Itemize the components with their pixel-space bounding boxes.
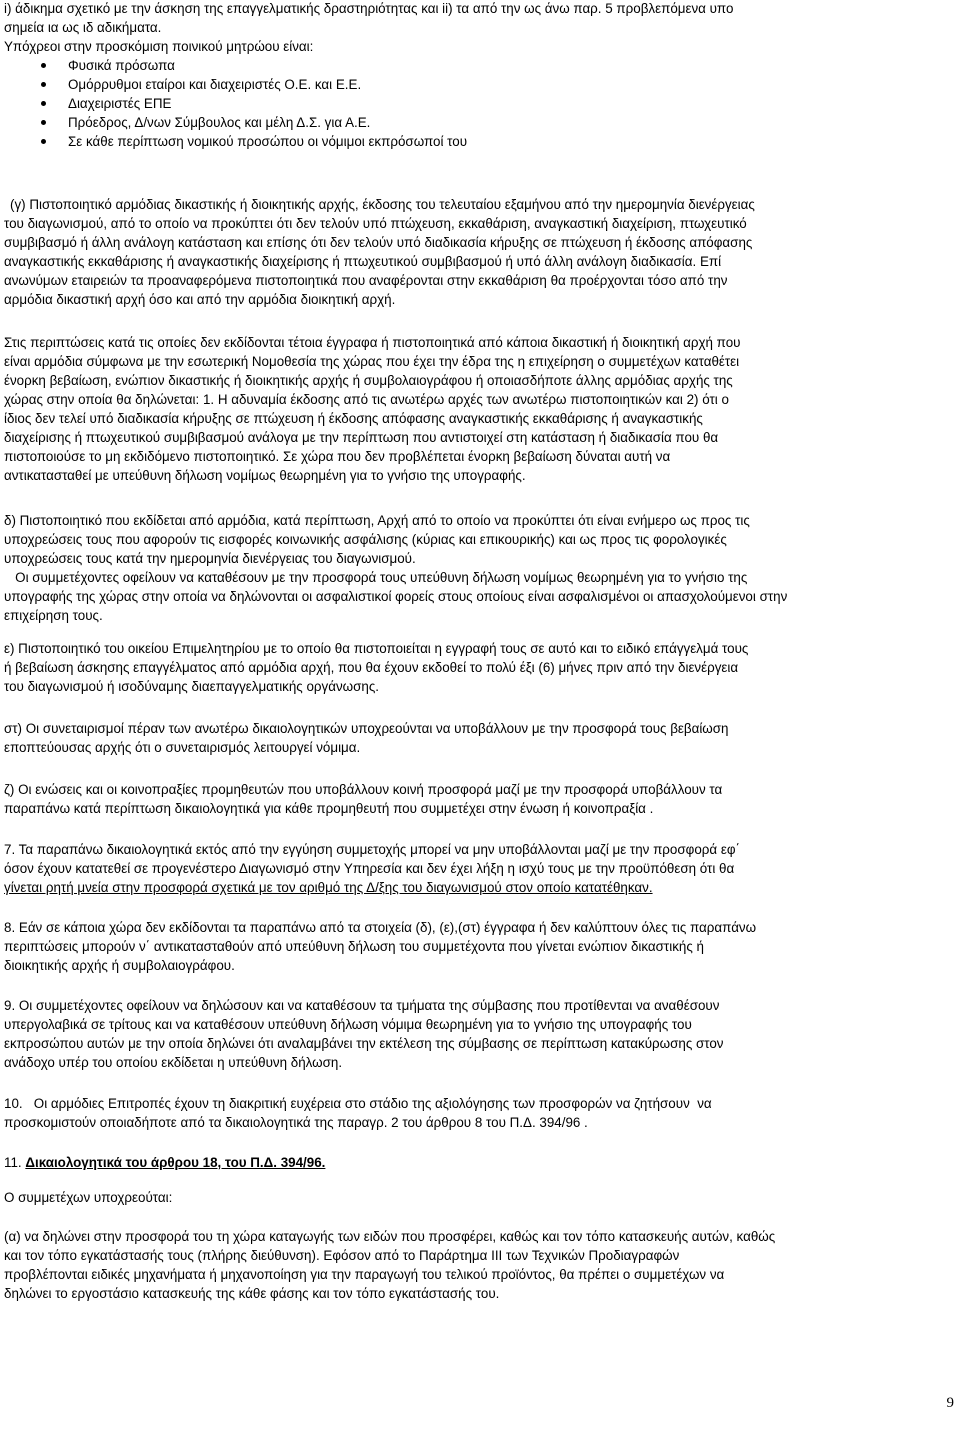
paragraph-z — [4, 780, 956, 818]
text-line: 8. Εάν σε κάποια χώρα δεν εκδίδονται τα παραπάνω από τα στοιχεία (δ), (ε),(στ) έγγραφα ή δεν καλύπτουν όλες τις παραπάνω — [4, 920, 757, 935]
text-line: 7. Τα παραπάνω δικαιολογητικά εκτός από την εγγύηση συμμετοχής μπορεί να μην υποβάλλονται μαζί με την προσφορά εφ΄ — [4, 842, 740, 857]
text-line: ε) Πιστοποιητικό του οικείου Επιμελητηρίου με το οποίο θα πιστοποιείται η εγγραφή τους σε αυτό και το ειδικό επάγγελμά τους — [4, 641, 749, 656]
bullet-icon — [41, 63, 46, 68]
text-line: Οι συμμετέχοντες οφείλουν να καταθέσουν με την προσφορά τους υπεύθυνη δήλωση νομίμως θεωρημένη για το γνήσιο της — [4, 570, 748, 585]
heading-number: 11. — [4, 1155, 26, 1170]
text-line: Στις περιπτώσεις κατά τις οποίες δεν εκδίδονται τέτοια έγγραφα ή πιστοποιητικά από κάποια δικαστική ή διοικητική αρχή που — [4, 335, 741, 350]
paragraph-d2 — [4, 568, 956, 625]
text-line: προβλέπονται ειδικές μηχανήματα ή μηχανοποίηση για την παραγωγή του τελικού προϊόντος, θα πρέπει ο συμμετέχων να — [4, 1267, 725, 1282]
text-line: εποπτεύουσας αρχής ότι ο συνεταιρισμός λειτουργεί νόμιμα. — [4, 740, 361, 755]
bullet-text: Σε κάθε περίπτωση νομικού προσώπου οι νόμιμοι εκπρόσωποί του — [68, 134, 468, 149]
paragraph-st — [4, 719, 956, 757]
list-item — [0, 113, 950, 132]
paragraph-10 — [4, 1094, 956, 1132]
intro-line-2: σημεία ια ως ιδ αδικήματα. — [4, 20, 162, 35]
text-line: όσον έχουν κατατεθεί σε προγενέστερο Διαγωνισμό στην Υπηρεσία και δεν έχει λήξη η ισχύ τους με την προϋπόθεση ότι θα — [4, 861, 735, 876]
text-line: ένορκη βεβαίωση, ενώπιον δικαστικής ή διοικητικής αρχής ή συμβολαιογράφου ή οποιασδήποτε άλλης αρμόδιας αρχής της — [4, 373, 733, 388]
text-line: υπεργολαβικά σε τρίτους και να καταθέσουν υπεύθυνη δήλωση νόμιμα θεωρημένη για το γνήσιο της υπογραφής του — [4, 1017, 692, 1032]
text-line: πιστοποιούσε το μη εκδιδόμενο πιστοποιητικό. Σε χώρα που δεν προβλέπεται ένορκη βεβαίωση δύναται αυτή να — [4, 449, 671, 464]
paragraph-g — [4, 195, 956, 309]
text-line: δ) Πιστοποιητικό που εκδίδεται από αρμόδια, κατά περίπτωση, Αρχή από το οποίο να προκύπτει ότι είναι ενήμερο ως προς τις — [4, 513, 750, 528]
bullet-text: Διαχειριστές ΕΠΕ — [68, 96, 172, 111]
text-line: δηλώνει το εργοστάσιο κατασκευής της κάθε φάσης και τον τόπο εγκατάστασής του. — [4, 1286, 500, 1301]
paragraph-9 — [4, 996, 956, 1072]
text-line: συμβιβασμό ή άλλη ανάλογη κατάσταση και επίσης ότι δεν τελούν υπό διαδικασία κήρυξης σε πτώχευση ή έκδοσης απόφασης — [4, 235, 753, 250]
text-line: χώρας στην οποία θα δηλώνεται: 1. Η αδυναμία έκδοσης από τις ανωτέρω αρχές των ανωτέρω πιστοποιητικών και 2) ότι ο — [4, 392, 729, 407]
text-line: και τον τόπο εγκατάστασής τους (πλήρης διεύθυνση). Εφόσον από το Παράρτημα ΙΙΙ των Τεχνικών Προδιαγραφών — [4, 1248, 680, 1263]
bullet-icon — [41, 82, 46, 87]
text-line: ανάδοχο υπέρ του οποίου εκδίδεται η υπεύθυνη δήλωση. — [4, 1055, 343, 1070]
paragraph-d — [4, 511, 956, 568]
list-item — [0, 132, 950, 151]
text-line: (γ) Πιστοποιητικό αρμόδιας δικαστικής ή διοικητικής αρχής, έκδοσης του τελευταίου εξαμήνου από την ημερομηνία διενέργειας — [10, 197, 755, 212]
text-line: ή βεβαίωση άσκησης επαγγέλματος από αρμόδια αρχή, που θα έχουν εκδοθεί το πολύ έξι (6) μήνες πριν από την διενέργεια — [4, 660, 739, 675]
bullet-text: Ομόρρυθμοι εταίροι και διαχειριστές Ο.Ε. και Ε.Ε. — [68, 77, 362, 92]
list-item — [0, 56, 950, 75]
bullet-text: Πρόεδρος, Δ/νων Σύμβουλος και μέλη Δ.Σ. για Α.Ε. — [68, 115, 371, 130]
paragraph-8 — [4, 918, 956, 975]
text-line: ανωνύμων εταιρειών τα προαναφερόμενα πιστοποιητικά που αναφέρονται στην εκκαθάριση θα προέρχονται τόσο από την — [4, 273, 728, 288]
text-line: 9. Οι συμμετέχοντες οφείλουν να δηλώσουν και να καταθέσουν τα τμήματα της σύμβασης που προτίθενται να αναθέσουν — [4, 998, 720, 1013]
bullet-icon — [41, 139, 46, 144]
text-line: διοικητικής αρχής ή συμβολαιογράφου. — [4, 958, 235, 973]
paragraph-7 — [4, 840, 956, 897]
text-line: του διαγωνισμού, από το οποίο να προκύπτει ότι δεν τελούν υπό πτώχευση, εκκαθάριση, αναγκαστική διαχείριση, πτωχευτικό — [4, 216, 747, 231]
list-item — [0, 75, 950, 94]
underlined-line: γίνεται ρητή μνεία στην προσφορά σχετικά με τον αριθμό της Δ/ξης του διαγωνισμού στον οποίο κατατέθηκαν. — [4, 880, 653, 895]
text-line: ζ) Οι ενώσεις και οι κοινοπραξίες προμηθευτών που υποβάλλουν κοινή προσφορά μαζί με την προσφορά υποβάλλουν τα — [4, 782, 723, 797]
page-number: 9 — [946, 1395, 954, 1411]
text-line: αντικατασταθεί με υπεύθυνη δήλωση νομίμως θεωρημένη για το γνήσιο της υπογραφής. — [4, 468, 526, 483]
heading-title: Δικαιολογητικά του άρθρου 18, του Π.Δ. 394/96. — [25, 1155, 326, 1170]
text-line: είναι αρμόδια σύμφωνα με την εσωτερική Νομοθεσία της χώρας που έχει την έδρα της η επιχείρηση ο συμμετέχων καταθέτει — [4, 354, 740, 369]
list-item — [0, 94, 950, 113]
text-line: υποχρεώσεις τους που αφορούν τις εισφορές κοινωνικής ασφάλισης (κύριας και επικουρικής) και ως προς τις φορολογικές — [4, 532, 727, 547]
text-line: προσκομιστούν οποιαδήποτε από τα δικαιολογητικά της παραγρ. 2 του άρθρου 8 του Π.Δ. 394/96 . — [4, 1115, 588, 1130]
text-line: υπογραφής της χώρας στην οποία να δηλώνονται οι ασφαλιστικοί φορείς στους οποίους είναι ασφαλισμένοι οι απασχολούμενοι στην — [4, 589, 788, 604]
text-line: (α) να δηλώνει στην προσφορά του τη χώρα καταγωγής των ειδών που προσφέρει, καθώς και τον τόπο κατασκευής αυτών, καθώς — [4, 1229, 776, 1244]
text-line: στ) Οι συνεταιρισμοί πέραν των ανωτέρω δικαιολογητικών υποχρεούνται να υποβάλλουν με την προσφορά τους βεβαίωση — [4, 721, 729, 736]
text-line: του διαγωνισμού ή ισοδύναμης διαεπαγγελματικής οργάνωσης. — [4, 679, 380, 694]
bullet-icon — [41, 120, 46, 125]
text-line: επιχείρηση τους. — [4, 608, 103, 623]
text-line: αναγκαστικής εκκαθάρισης ή αναγκαστικής διαχείρισης ή πτωχευτικού συμβιβασμού ή υπό άλλη ανάλογη διαδικασία. Επί — [4, 254, 722, 269]
intro-line-3: Υπόχρεοι στην προσκόμιση ποινικού μητρώου είναι: — [4, 39, 314, 54]
text-line: 10. Οι αρμόδιες Επιτροπές έχουν τη διακριτική ευχέρεια στο στάδιο της αξιολόγησης των προσφορών να ζητήσουν να — [4, 1096, 712, 1111]
bullet-icon — [41, 101, 46, 106]
bullet-text: Φυσικά πρόσωπα — [68, 58, 175, 73]
paragraph-cases — [4, 333, 956, 485]
text-line: εκπροσώπου αυτών με την οποία δηλώνει ότι αναλαμβάνει την εκτέλεση της σύμβασης σε περίπτωση κατακύρωσης στον — [4, 1036, 724, 1051]
participant-obligation: Ο συμμετέχων υποχρεούται: — [4, 1190, 173, 1205]
paragraph-e — [4, 639, 956, 696]
text-line: παραπάνω κατά περίπτωση δικαιολογητικά για κάθε προμηθευτή που συμμετέχει στην ένωση ή κοινοπραξία . — [4, 801, 654, 816]
section-heading-11 — [4, 1153, 956, 1172]
text-line: ίδιος δεν τελεί υπό διαδικασία κήρυξης σε πτώχευση ή έκδοσης απόφασης αναγκαστικής εκκαθάρισης ή αναγκαστικής — [4, 411, 703, 426]
intro-line-1: i) άδικημα σχετικό με την άσκηση της επαγγελματικής δραστηριότητας και ii) τα από την ως άνω παρ. 5 προβλεπόμενα υπο — [4, 1, 734, 16]
text-line: περιπτώσεις μπορούν ν΄ αντικατασταθούν από υπεύθυνη δήλωση του συμμετέχοντα που γίνεται ενώπιον δικαστικής ή — [4, 939, 704, 954]
text-line: αρμόδια δικαστική αρχή όσο και από την αρμόδια διοικητική αρχή. — [4, 292, 396, 307]
paragraph-a — [4, 1227, 956, 1303]
bullet-list — [0, 56, 950, 151]
text-line: υποχρεώσεις τους κατά την ημερομηνία διενέργειας του διαγωνισμού. — [4, 551, 416, 566]
text-line: διαχείρισης ή πτωχευτικού συμβιβασμού ανάλογα με την περίπτωση που αντιστοιχεί στη κατάσταση ή διαδικασία που θα — [4, 430, 719, 445]
